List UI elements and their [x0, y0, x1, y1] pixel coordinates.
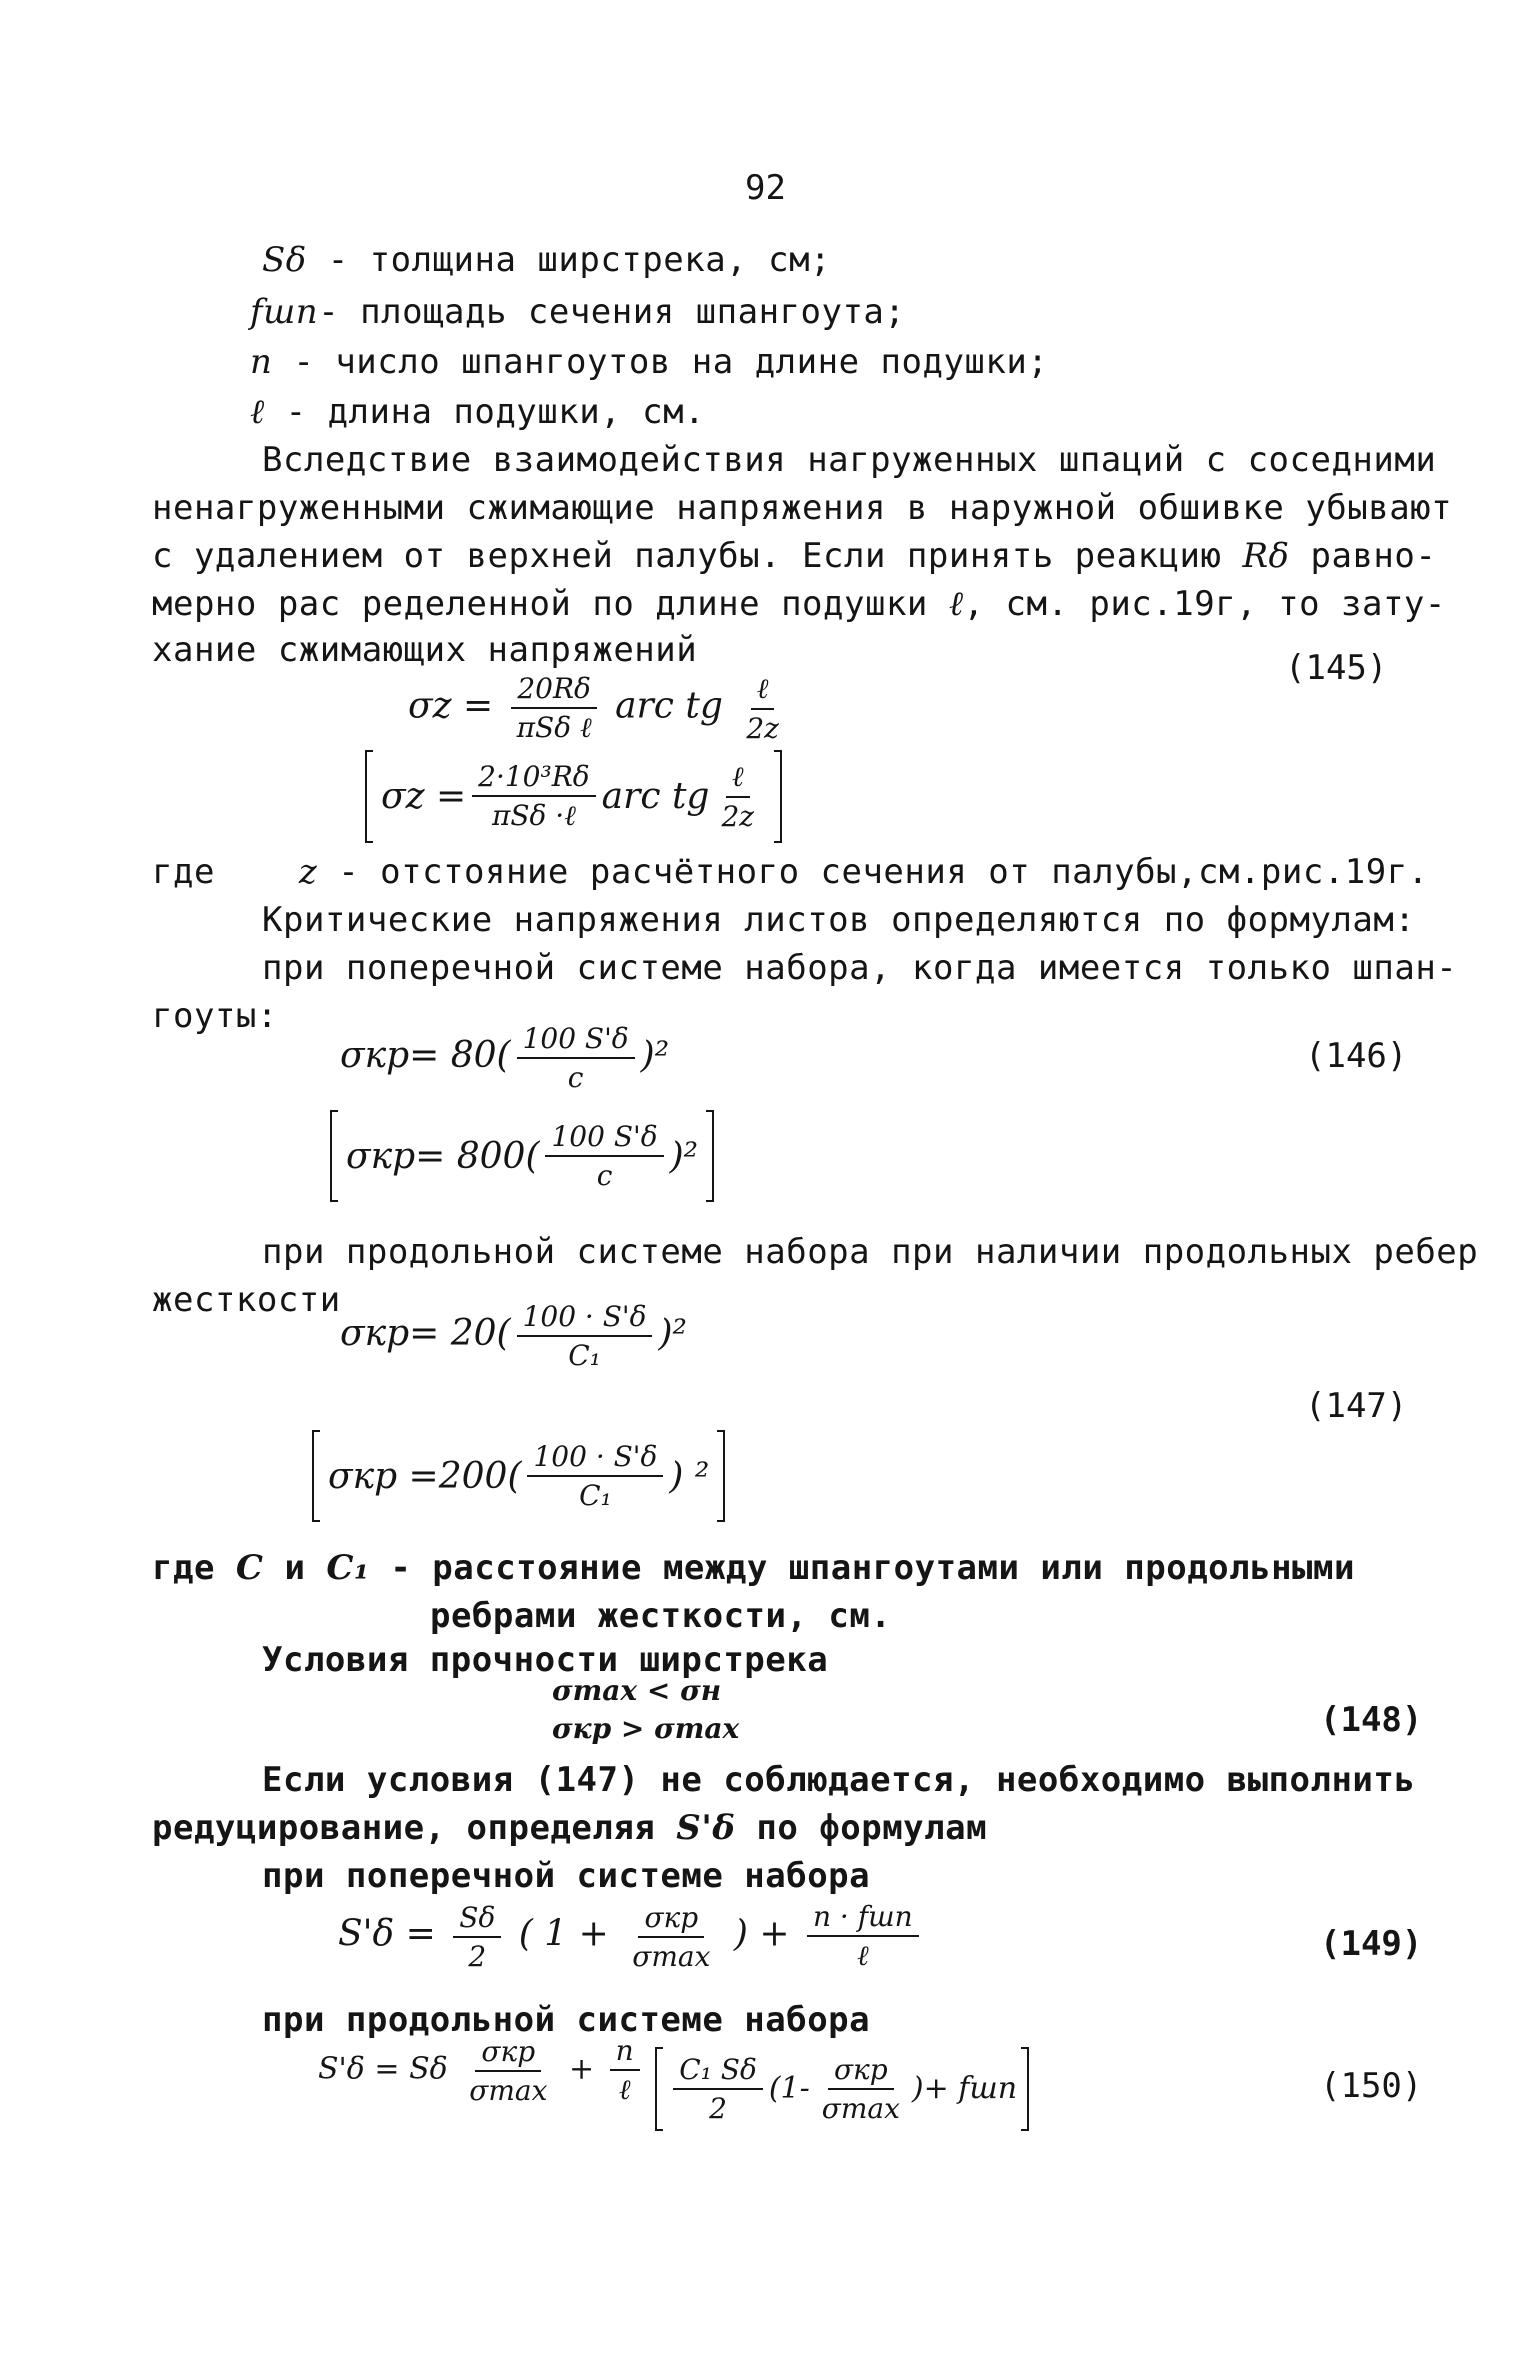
eq146-formula2: σкр= 800( $\frac{100 S'\delta}{c}$ )²: [330, 1110, 714, 1202]
page-number: 92: [745, 168, 786, 208]
para1-line1: Вследствие взаимодействия нагруженных шпаций с соседними: [262, 440, 1437, 480]
eq147-formula1: σкр= 20( $\frac{100 \cdot S'\delta}{\text{C₁}}$ )²: [340, 1300, 687, 1372]
long2-title: при продольной системе набора: [262, 2000, 871, 2040]
trans2-title: при поперечной системе набора: [262, 1856, 871, 1896]
eq145-number: (145): [1285, 648, 1388, 688]
eq148-number: (148): [1320, 1700, 1423, 1740]
para1-line2: ненагруженными сжимающие напряжения в наружной обшивке убывают: [152, 488, 1453, 528]
eq150-number: (150): [1320, 2066, 1423, 2106]
strength-title: Условия прочности ширстрека: [262, 1640, 829, 1680]
eq147-formula2: σкр =200( $\frac{100 \cdot S'\delta}{\text{C₁}}$ ) ²: [312, 1430, 725, 1522]
para2-line2: редуцирование, определяя S'δ по формулам: [152, 1808, 988, 1848]
eq149-formula: S'δ = $\frac{S\delta}{2}$ ( 1 + $\frac{\text{σкр}}{\sigma\max}$ ) + $\frac{\text{n · fшп}}{\text{ℓ}}$: [338, 1900, 925, 1973]
long-intro-2: жесткости: [152, 1280, 341, 1320]
def-thickness: Sδ - толщина ширстрека, см;: [262, 240, 832, 280]
eq148-line1: σmax < σн: [552, 1674, 722, 1707]
trans-intro-2: гоуты:: [152, 996, 278, 1036]
eq147-number: (147): [1305, 1386, 1408, 1426]
para1-line3: с удалением от верхней палубы. Если принять реакцию Rδ равно-: [152, 536, 1437, 576]
def-count: n - число шпангоутов на длине подушки;: [250, 342, 1049, 382]
eq146-number: (146): [1305, 1036, 1408, 1076]
eq148-line2: σкр > σmax: [552, 1712, 740, 1745]
eq150-formula: S'δ = Sδ $\frac{\text{σкр}}{\sigma\max}$ + $\frac{n}{\text{ℓ}}$ $\frac{\text{C₁ Sδ}}{2}$ (1- $\frac{\text{σкр}}{\sigma\max}$ )+ fшп: [318, 2034, 1029, 2131]
para2-line1: Если условия (147) не соблюдается, необходимо выполнить: [262, 1760, 1416, 1800]
where-c-line2: ребрами жесткости, см.: [430, 1596, 892, 1636]
crit-intro: Критические напряжения листов определяются по формулам:: [262, 900, 1416, 940]
eq149-number: (149): [1320, 1924, 1423, 1964]
eq146-formula1: σкр= 80( $\frac{100 S'\delta}{c}$ )²: [340, 1022, 670, 1094]
para1-line4: мерно рас ределенной по длине подушки ℓ, см. рис.19г, то зату-: [152, 584, 1446, 624]
para1-line5: хание сжимающих напряжений: [152, 630, 698, 670]
trans-intro-1: при поперечной системе набора, когда имеется только шпан-: [262, 948, 1458, 988]
where-c-line1: где C и C₁ - расстояние между шпангоутами или продольными: [152, 1548, 1355, 1588]
def-length: ℓ - длина подушки, см.: [250, 392, 706, 432]
def-area: fшп- площадь сечения шпангоута;: [250, 292, 906, 332]
where-z: где z - отстояние расчётного сечения от палубы,см.рис.19г.: [152, 852, 1429, 892]
long-intro-1: при продольной системе набора при наличии продольных ребер: [262, 1232, 1479, 1272]
eq145-formula1: σz = $\frac{20R\delta}{\text{πSδ ℓ}}$ arc tg $\frac{\text{ℓ}}{2z}$: [408, 672, 779, 745]
eq145-formula2: σz = $\frac{\text{2·10³Rδ}}{\text{πSδ ·ℓ}}$ arc tg $\frac{\text{ℓ}}{2z}$: [365, 750, 782, 843]
